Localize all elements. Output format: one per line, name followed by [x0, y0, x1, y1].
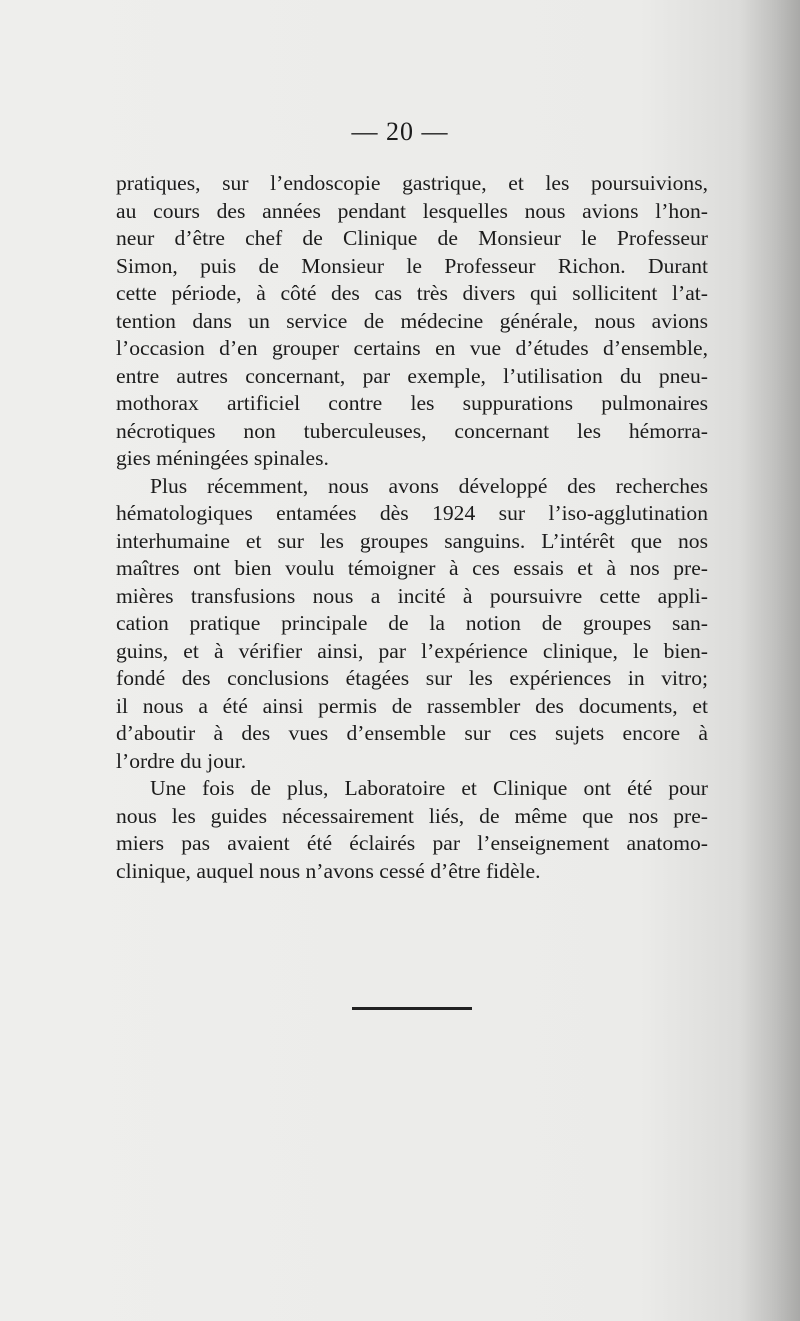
text-line: au cours des années pendant lesquelles nous avions l’hon- [116, 198, 708, 223]
text-line: nécrotiques non tuberculeuses, concernant les hémorra- [116, 418, 708, 443]
text-line: cation pratique principale de la notion de groupes san- [116, 611, 708, 635]
text-line: hématologiques entamées dès 1924 sur l’iso-agglutination [116, 501, 708, 525]
page-number: — 20 — [351, 117, 449, 146]
text-line: tention dans un service de médecine générale, nous avions [116, 308, 708, 333]
text-line: l’ordre du jour. [116, 748, 247, 773]
text-line: mières transfusions nous a incité à poursuivre cette appli- [116, 583, 708, 608]
text-line: miers pas avaient été éclairés par l’enseignement anatomo- [116, 831, 708, 855]
body-text [116, 170, 708, 885]
text-line: entre autres concernant, par exemple, l’utilisation du pneu- [116, 363, 708, 388]
text-line: gies méningées spinales. [116, 446, 329, 470]
text-line: nous les guides nécessairement liés, de même que nos pre- [116, 803, 708, 828]
text-line: Plus récemment, nous avons développé des recherches [150, 473, 708, 498]
text-line: guins, et à vérifier ainsi, par l’expérience clinique, le bien- [116, 638, 708, 663]
text-line: Simon, puis de Monsieur le Professeur Richon. Durant [116, 253, 708, 278]
text-line: d’aboutir à des vues d’ensemble sur ces sujets encore à [116, 721, 708, 745]
text-line: Une fois de plus, Laboratoire et Clinique ont été pour [150, 776, 708, 800]
page-edge-shadow [740, 0, 800, 1321]
text-line: fondé des conclusions étagées sur les expériences in vitro; [116, 666, 708, 690]
text-line: neur d’être chef de Clinique de Monsieur le Professeur [116, 226, 708, 250]
text-line: maîtres ont bien voulu témoigner à ces essais et à nos pre- [116, 556, 708, 580]
text-line: l’occasion d’en grouper certains en vue d’études d’ensemble, [116, 336, 708, 360]
text-line: clinique, auquel nous n’avons cessé d’être fidèle. [116, 858, 541, 883]
section-separator-rule [352, 1007, 472, 1010]
text-line: interhumaine et sur les groupes sanguins. L’intérêt que nos [116, 528, 708, 553]
text-line: mothorax artificiel contre les suppurations pulmonaires [116, 391, 708, 415]
text-line: pratiques, sur l’endoscopie gastrique, et les poursuivions, [116, 171, 708, 195]
text-line: il nous a été ainsi permis de rassembler des documents, et [116, 693, 708, 718]
text-line: cette période, à côté des cas très divers qui sollicitent l’at- [116, 281, 708, 305]
